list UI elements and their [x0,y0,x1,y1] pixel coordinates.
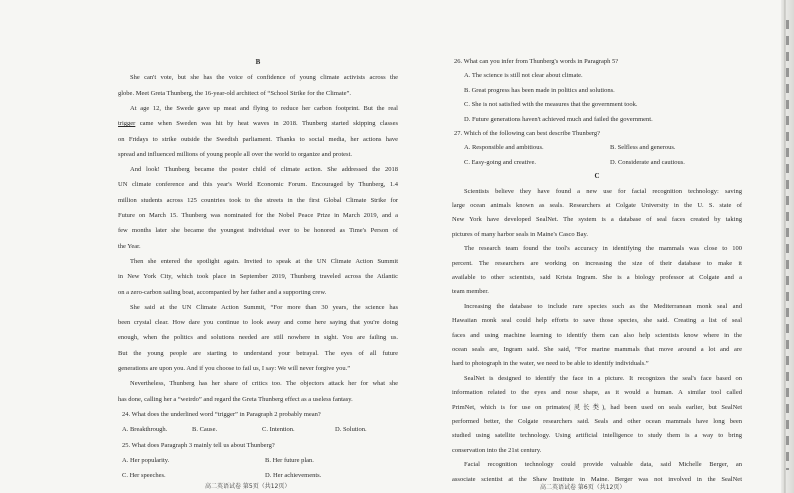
passage-line: team member. [452,288,489,296]
passage-line: faces and using machine learning to identify them can also help scientists know where in the [452,331,742,339]
passage-line: She can't vote, but she has the voice of confidence of young climate activists across the [130,74,398,82]
section-label: C [594,172,600,181]
passage-line: SealNet is designed to identify the face in a picture. It recognizes the seal's face based on [464,374,742,382]
passage-line: on Fridays to strike outside the Swedish parliament. Thanks to social media, her actions have [118,135,398,143]
passage-line: PrimNet, which is for use on primates(灵长类), had been used on seals earlier, but SealNet [452,403,742,411]
passage-line: globe. Meet Greta Thunberg, the 16-year-old architect of “School Strike for the Climate”. [118,89,352,97]
question-stem: 26. What can you infer from Thunberg's words in Paragraph 5? [454,58,619,65]
question-stem: 25. What does Paragraph 3 mainly tell us about Thunberg? [122,441,275,449]
passage-line: And look! Thunberg became the poster child of climate action. She addressed the 2018 [130,166,398,174]
answer-option: B. Her future plan. [265,456,314,464]
passage-line: few months later she became the youngest individual ever to be honored as Time's Person of [118,227,398,235]
answer-option: D. Her achievements. [265,472,322,480]
passage-line: generations are upon you. And if you choose to fail us, I say: We will never forgive you.” [118,365,351,372]
passage-line: At age 12, the Swede gave up meat and flying to reduce her carbon footprint. But the real [130,104,398,112]
passage-line: Increasing the database to include rare species such as the Mediterranean monk seal and [464,302,742,310]
answer-option: C. Easy-going and creative. [464,158,537,166]
question-stem: 24. What does the underlined word “trigger” in Paragraph 2 probably mean? [122,410,321,418]
page-footer-left: 高二英语试卷 第5页（共12页） [205,483,291,490]
passage-line: has done, calling her a “weirdo” and regard the Greta Thunberg effect as a useless fantasy. [118,395,353,403]
left-column [118,55,398,483]
answer-option: B. Selfless and generous. [610,144,676,152]
option-row [118,453,398,468]
passage-line: Facial recognition technology could provide valuable data, said Michelle Berger, an [464,461,742,469]
underlined-word: trigger [118,120,136,128]
section-label: B [255,58,261,66]
option-row [118,422,398,437]
passage-line: Nevertheless, Thunberg has her share of critics too. The objectors attack her for what she [130,380,398,388]
option-row [118,468,398,483]
passage-line: Scientists believe they have found a new use for facial recognition technology: saving [464,187,742,195]
passage-line: Hawaiian monk seal could help efforts to save those species, she said. Creating a list of seal [452,317,742,325]
passage-line: She said at the UN Climate Action Summit, “For more than 30 years, the science has [130,303,398,311]
passage-line: studied using satellite technology. Using artificial intelligence to study them is a way to bring [452,432,742,440]
passage-line: associate scientist at the Shaw Institute in Maine. Berger was not involved in the SealNet [452,475,742,483]
passage-line: the Year. [118,242,141,250]
passage-line: The research team found the tool's accuracy in identifying the mammals was close to 100 [464,245,742,253]
passage-line: New York have developed SealNet. The system is a database of seal faces created by taking [452,216,742,224]
answer-option: D. Solution. [335,426,367,434]
passage-line: But the young people are starting to understand your betrayal. The eyes of all future [118,349,398,357]
passage-line: conservation into the 21st century. [452,446,542,454]
answer-option: D. Considerate and cautious. [610,158,685,166]
option-row [452,155,742,170]
question-stem: 27. Which of the following can best describe Thunberg? [454,130,601,137]
passage-line: UN climate conference and this year's World Economic Forum. Encouraged by Thunberg, 1.4 [118,181,398,189]
passage-line: Future on March 15. Thunberg was nominated for the Nobel Peace Prize in March 2019, and a [118,212,398,219]
passage-line: information related to the eyes and nose shape, as it would a human. A similar tool called [452,389,742,397]
passage-line [118,116,398,131]
passage-line: performed better, the Colgate researchers said. Seals and other ocean mammals have long been [452,418,742,425]
passage-line: Then she entered the spotlight again. Invited to speak at the UN Climate Action Summit [130,257,398,265]
answer-option: C. She is not satisfied with the measures that the government took. [464,101,638,109]
answer-option: A. Responsible and ambitious. [464,144,544,152]
passage-line: pictures of many harbor seals in Maine's Casco Bay. [452,230,588,238]
passage-line: hard to photograph in the water, we need to be able to identify individuals.” [452,360,649,368]
answer-option: A. Her popularity. [122,456,170,464]
answer-option: A. Breakthrough. [122,426,168,434]
answer-option: A. The science is still not clear about climate. [464,72,583,80]
passage-line: been crystal clear. How dare you continue to look away and come here saying that you're doing [118,319,398,327]
passage-line: available to other scientists, said Krista Ingram. She is a biology professor at Colgate and a [452,274,742,281]
answer-option: D. Future generations haven't achieved much and failed the government. [464,115,653,123]
passage-line: on a zero-carbon sailing boat, accompanied by her father and a supporting crew. [118,288,327,296]
line-text: came when Sweden was hit by heat waves in 2018. Thunberg started skipping classes [135,120,398,128]
passage-line: ocean seals are, Ingram said. She said, “For marine mammals that move around a lot and are [452,346,742,353]
answer-option: B. Cause. [192,426,218,434]
answer-option: B. Great progress has been made in politics and solutions. [464,86,615,94]
right-column [452,54,742,486]
answer-option: C. Intention. [262,426,295,434]
passage-line: large ocean animals known as seals. Researchers at Colgate University in the U. S. state of [452,202,742,209]
passage-line: spread and influenced millions of young people all over the world to organize and protest. [118,150,352,158]
passage-line: enough, when the politics and solutions needed are still nowhere in sight. You are failing us. [118,334,398,342]
binding-marks [786,20,789,470]
option-row [452,140,742,155]
page-footer-right: 高二英语试卷 第6页（共12页） [540,484,626,491]
answer-option: C. Her speeches. [122,472,166,480]
passage-line: in New York City, which took place in September 2019, Thunberg traveled across the Atlantic [118,273,398,281]
passage-line: million students across 125 countries took to the streets in the first Global Climate Strike for [118,196,398,204]
passage-line: percent. The researchers are working on increasing the size of their database to make it [452,259,742,267]
